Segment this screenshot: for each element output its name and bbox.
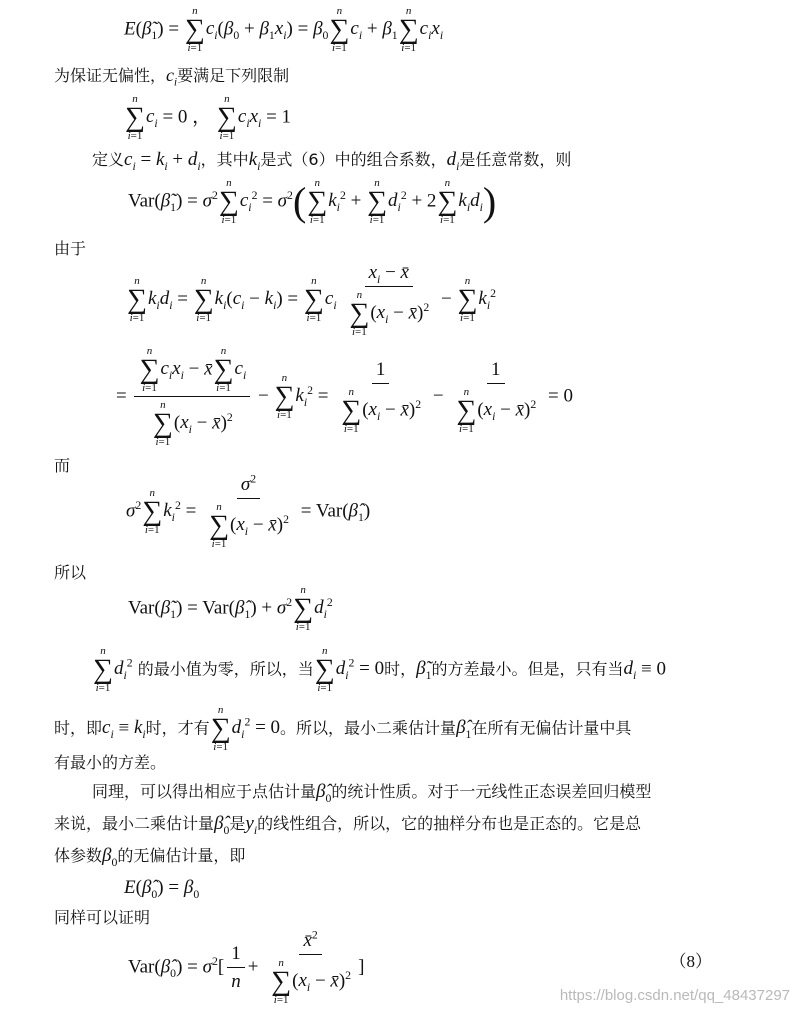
equation-variance-beta1-hat: $\sigma^2$ n ∑ i=1 $k_i^2$ = $\sigma^2$ n ∑ i=1 ($x_i$ − x̄)$^2$ = $Var(\betâ_1)$: [126, 472, 371, 550]
equation-constraints: n ∑ i=1 $c_i = 0$ ， n ∑ i=1 $c_ix_i = 1$: [125, 93, 292, 142]
watermark: https://blog.csdn.net/qq_48437297: [559, 987, 790, 1004]
paragraph-line-2: 时，即$c_i \equiv k_i$时，才有 n ∑ i=1 $d_i^2 = 0$。所以，最小二乘估计量$\betâ_1$在所有无偏估计量中具: [54, 704, 632, 753]
equation-number: （8）: [669, 952, 712, 971]
text-and: 而: [54, 456, 71, 475]
paragraph-line-4: 同理，可以得出相应于点估计量$\betâ_0$的统计性质。对于一元线性正态误差回归模型: [92, 781, 652, 805]
text-since: 由于: [54, 239, 87, 258]
text-similarly: 同样可以证明: [54, 908, 151, 927]
text-so: 所以: [54, 563, 87, 582]
paragraph-line-1: n ∑ i=1 $d_i^2$ 的最小值为零，所以，当 n ∑ i=1 $d_i^2 = 0$时，$\betã_1$的方差最小。但是，只有当$d_i \equiv 0$: [93, 645, 666, 694]
equation-expectation-beta1: $E(\betã_1)$ = n ∑ i=1 $c_i(\beta_0 + \beta_1x_i) = \beta_0$ n ∑ i=1 $c_i + \beta_1$ n ∑ i=1 $c_ix_i$: [124, 5, 444, 54]
text-definition: 定义$c_i = k_i + d_i$，其中$k_i$是式（6）中的组合系数，$d_i$是任意常数，则: [92, 149, 572, 173]
paragraph-line-3: 有最小的方差。: [54, 753, 167, 772]
equation-variance-relation: $Var(\betã_1)$ = $Var(\betâ_1) + \sigma^2$ n ∑ i=1 $d_i^2$: [128, 584, 333, 633]
equation-expectation-beta0: $E(\betâ_0) = \beta_0$: [124, 877, 200, 901]
text-unbiased-condition: 为保证无偏性，$c_i$要满足下列限制: [54, 65, 290, 89]
equation-sum-kd-result: = n ∑ i=1 $c_ix_i$ − x̄ n ∑ i=1 $c_i$ n ∑ i=1 ($x_i$ − x̄)$^2$ − n ∑ i=1 $k_i^2$ = 1 n ∑ i=1 ($x_i$ − x̄)$^2$ − 1 n ∑ i=1 ($x_i$ − x̄)$^2$ = 0: [116, 345, 573, 448]
equation-variance-beta0: $Var(\betâ_0) = \sigma^2$[ $\frac{1}{n}$ + x̄$^2$ n ∑ i=1 ($x_i$ − x̄)$^2$ ]: [128, 928, 365, 1006]
equation-variance-beta1-tilde: $Var(\betã_1) = \sigma^2$ n ∑ i=1 $c_i^2 = \sigma^2$( n ∑ i=1 $k_i^2$ + n ∑ i=1 $d_i^2 + 2$ n ∑ i=1 $k_id_i$): [128, 177, 497, 226]
equation-sum-kd: n ∑ i=1 $k_id_i$ = n ∑ i=1 $k_i(c_i - k_i)$ = n ∑ i=1 $c_i$ $x_i$ − x̄ n ∑ i=1 ($x_i$ − x̄)$^2$ − n ∑ i=1 $k_i^2$: [127, 262, 497, 338]
paragraph-line-6: 体参数$\beta_0$的无偏估计量，即: [54, 845, 246, 869]
paragraph-line-5: 来说，最小二乘估计量$\betâ_0$是$y_i$的线性组合，所以，它的抽样分布也是正态的。它是总: [54, 813, 642, 837]
